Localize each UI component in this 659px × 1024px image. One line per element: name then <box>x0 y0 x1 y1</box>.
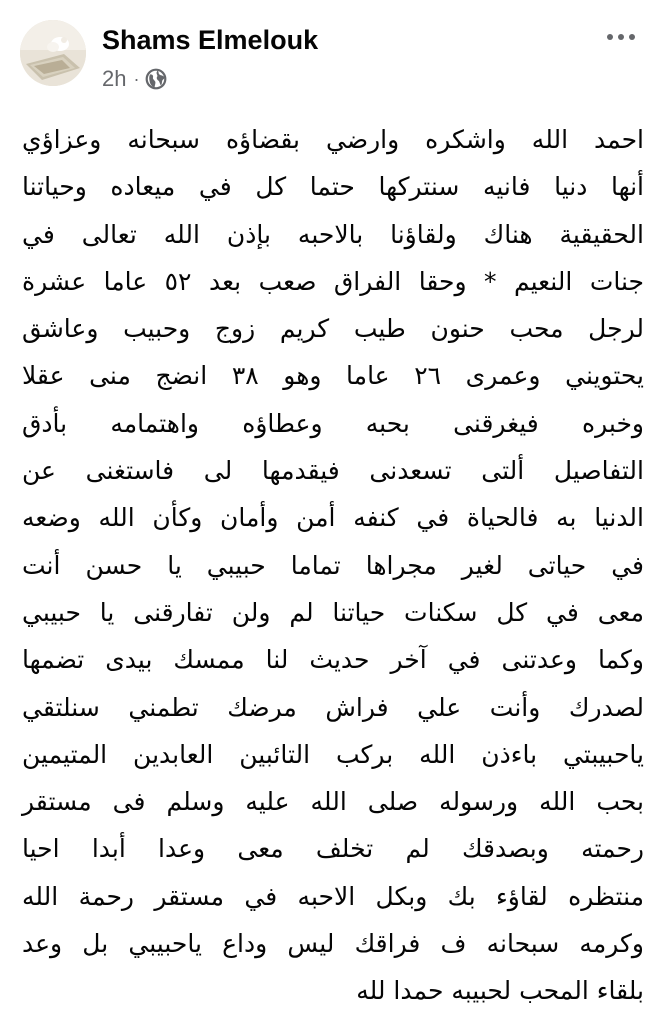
globe-icon[interactable] <box>145 68 167 90</box>
post-text <box>22 116 644 1015</box>
post-meta <box>102 64 167 94</box>
post-text-line: وكما وعدتنى في آخر حديث لنا ممسك بيدى تضمها <box>22 645 644 675</box>
post-text-line: بلقاء المحب لحبيبه حمدا لله <box>356 976 644 1006</box>
post-text-line: احمد الله واشكره وارضي بقضاؤه سبحانه وعزاؤي <box>22 125 644 154</box>
post-text-line: أنها دنيا فانيه سنتركها حتما كل في ميعاده وحياتنا <box>22 172 644 202</box>
meta-separator: · <box>133 68 140 89</box>
post-text-line: ياحبيبتي باءذن الله بركب التائبين العابدين المتيمين <box>22 739 644 769</box>
post-text-line: بحب الله ورسوله صلى الله عليه وسلم فى مستقر <box>22 787 644 817</box>
post-text-line: جنات النعيم * وحقا الفراق صعب بعد ٥٢ عاما عشرة <box>22 266 644 296</box>
avatar-image <box>20 20 86 86</box>
post-text-line: التفاصيل ألتى تسعدنى فيقدمها لى فاستغنى عن <box>22 456 644 486</box>
post-text-line: يحتويني وعمرى ٢٦ عاما وهو ٣٨ انضج منى عقلا <box>22 361 644 391</box>
post-text-line: لرجل محب حنون طيب كريم زوج وحبيب وعاشق <box>22 314 644 344</box>
author-name[interactable]: Shams Elmelouk <box>102 25 319 55</box>
post-text-line: في حياتى لغير مجراها تماما حبيبي يا حسن أنت <box>22 550 644 580</box>
post-time[interactable]: 2h <box>102 66 127 91</box>
post-text-line: وخبره فيغرقنى بحبه وعطاؤه واهتمامه بأدق <box>22 408 644 438</box>
post-header <box>0 0 659 110</box>
post-text-line: رحمته وبصدقك لم تخلف معى وعدا أبدا احيا <box>22 834 644 864</box>
post-text-line: وكرمه سبحانه ف فراقك ليس وداع ياحبيبي بل وعد <box>22 929 644 959</box>
post-text-line: معى في كل سكنات حياتنا لم ولن تفارقنى يا حبيبي <box>22 597 644 627</box>
more-options-icon[interactable] <box>601 22 641 52</box>
post-text-line: الدنيا به فالحياة في كنفه أمن وأمان وكأن الله وضعه <box>22 503 644 533</box>
avatar[interactable] <box>20 20 86 86</box>
post-text-line: لصدرك وأنت علي فراش مرضك تطمني سنلتقي <box>22 692 644 722</box>
post-text-line: الحقيقية هناك ولقاؤنا بالاحبه بإذن الله تعالى في <box>22 219 644 249</box>
post-text-line: منتظره لقاؤء بك وبكل الاحبه في مستقر رحمة الله <box>22 881 644 911</box>
